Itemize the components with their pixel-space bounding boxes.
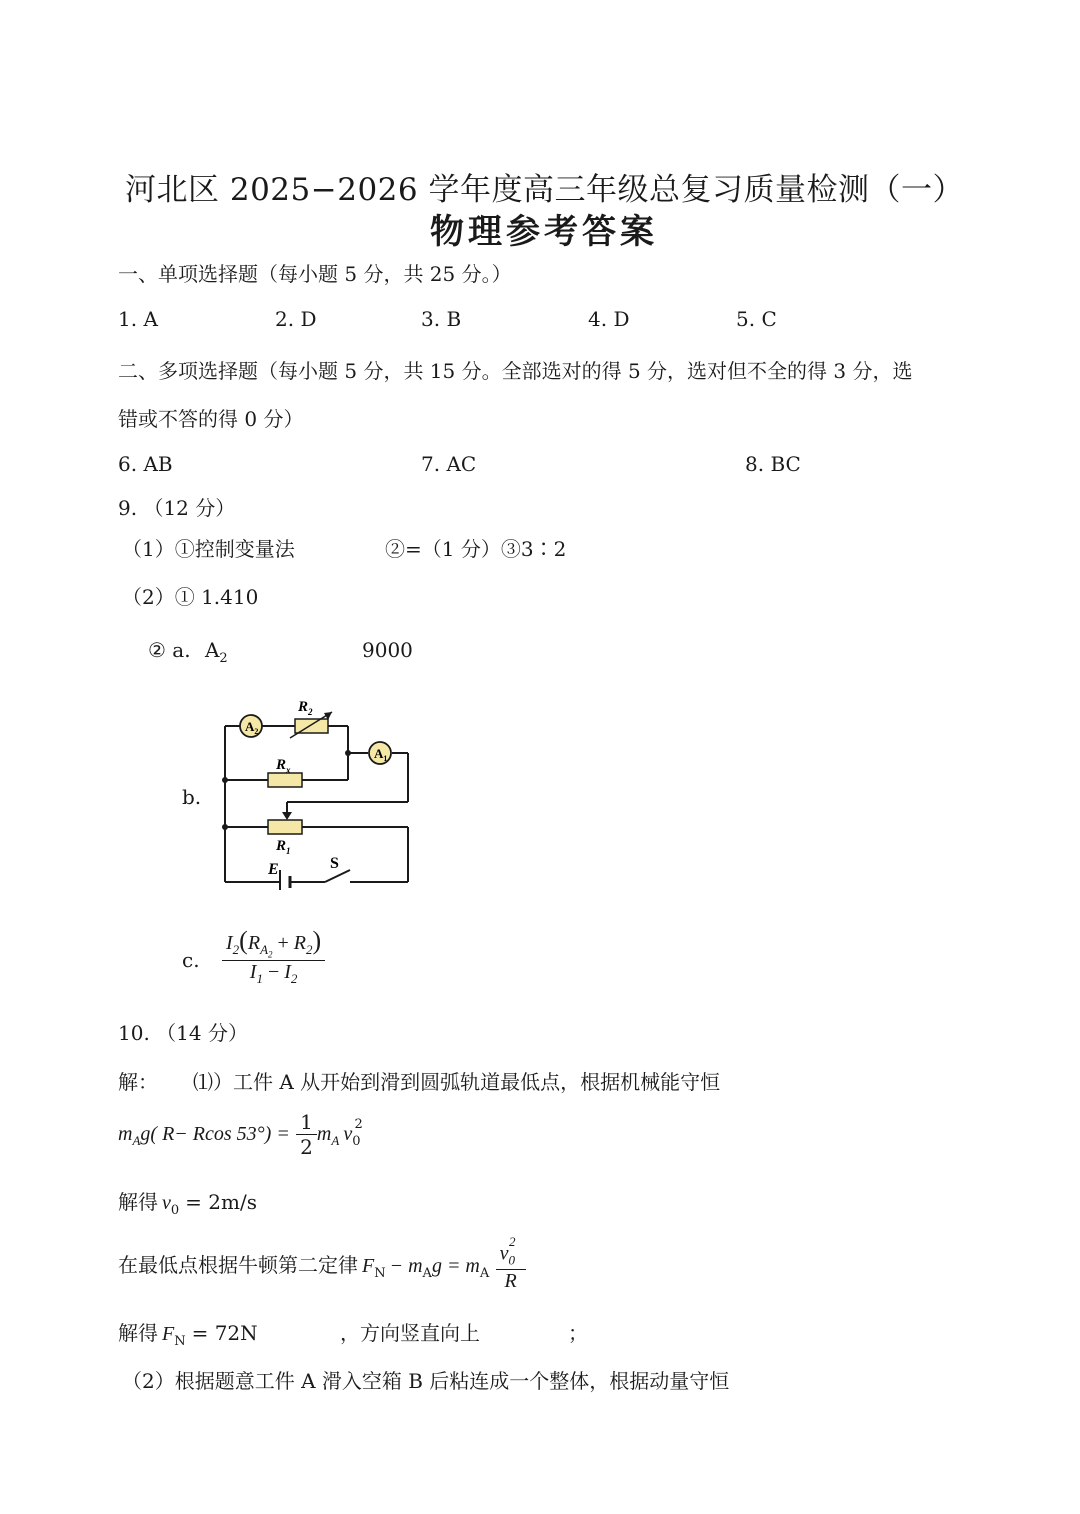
- q10-equation-energy: $m_Ag$( R− Rcos 53°) = $\frac{1}{2}$ $m_A$ $v_0^2$: [118, 1110, 363, 1159]
- answer-2: 2. D: [275, 307, 317, 331]
- resistor-r2: [295, 719, 328, 733]
- formula-c-numerator: $I_2(R_{A_2} + R_2)$: [222, 926, 325, 961]
- page-subtitle: 物理参考答案: [430, 212, 658, 252]
- q9-b-label: b.: [182, 785, 202, 809]
- q9-heading: 9. （12 分）: [118, 496, 236, 520]
- section1-heading: 一、单项选择题（每小题 5 分，共 25 分。）: [118, 262, 512, 286]
- q9-part1-b: ②=（1 分）③3∶2: [385, 537, 567, 561]
- answer-5: 5. C: [736, 307, 777, 331]
- q10-force-direction: ，方向竖直向上: [340, 1321, 480, 1345]
- q10-result-velocity: 解得 $v_0 = 2m/s$: [118, 1190, 257, 1218]
- formula-c-denominator: $I_1 - I_2$: [249, 960, 298, 986]
- answer-1: 1. A: [118, 307, 158, 331]
- answer-8: 8. BC: [745, 452, 801, 476]
- battery-e-label: E: [268, 861, 279, 878]
- rx-label: $R_x$: [276, 757, 291, 775]
- formula-c-fraction: [222, 926, 325, 987]
- circuit-diagram: [210, 690, 420, 890]
- q10-part2-text: （2）根据题意工件 A 滑入空箱 B 后粘连成一个整体，根据动量守恒: [122, 1369, 730, 1393]
- eq1-fraction: $\frac{1}{2}$: [296, 1110, 317, 1159]
- ammeter-a2-label: $A_2$: [245, 719, 259, 736]
- q10-part1-text: ⑴）工件 A 从开始到滑到圆弧轨道最低点，根据机械能守恒: [193, 1070, 721, 1094]
- junction-dot: [222, 777, 228, 783]
- answer-6: 6. AB: [118, 452, 173, 476]
- junction-dot: [345, 750, 351, 756]
- q9-ammeter-answer: $A_2$: [204, 638, 228, 666]
- switch-s-label: S: [330, 855, 339, 872]
- ammeter-a1-label: $A_1$: [374, 746, 388, 763]
- junction-dot: [222, 824, 228, 830]
- r1-label: $R_1$: [276, 838, 291, 856]
- q10-newton-equation: 在最低点根据牛顿第二定律 $F_N - m_Ag = m_A$ $\frac{v_0^2}{R}$: [118, 1240, 526, 1293]
- answer-3: 3. B: [421, 307, 462, 331]
- q10-semicolon: ；: [568, 1321, 588, 1345]
- q9-part2-a-label: ② a.: [148, 638, 191, 662]
- resistor-r1: [268, 820, 302, 834]
- slider-arrow-head: [282, 812, 292, 820]
- q9-part1-a: （1）①控制变量法: [122, 537, 295, 561]
- section2-heading-line1: 二、多项选择题（每小题 5 分，共 15 分。全部选对的得 5 分，选对但不全的得 3 分，选: [118, 359, 913, 383]
- answer-4: 4. D: [588, 307, 630, 331]
- q10-solution-label: 解：: [118, 1070, 158, 1094]
- q9-part2-a: [148, 638, 228, 666]
- formula-c: [222, 926, 325, 987]
- r2-label: $R_2$: [298, 699, 313, 717]
- q10-heading: 10. （14 分）: [118, 1021, 248, 1045]
- answer-7: 7. AC: [421, 452, 477, 476]
- page-title: 河北区 2025−2026 学年度高三年级总复习质量检测（一）: [125, 172, 964, 208]
- q9-c-label: c.: [182, 948, 200, 972]
- resistor-rx: [268, 773, 302, 787]
- section2-heading-line2: 错或不答的得 0 分）: [118, 407, 304, 431]
- q9-part2: （2）① 1.410: [122, 585, 259, 609]
- newton-fraction: $\frac{v_0^2}{R}$: [496, 1240, 526, 1293]
- q9-resistance-value: 9000: [362, 638, 413, 662]
- q10-result-force: 解得 $F_N = 72N$: [118, 1321, 258, 1349]
